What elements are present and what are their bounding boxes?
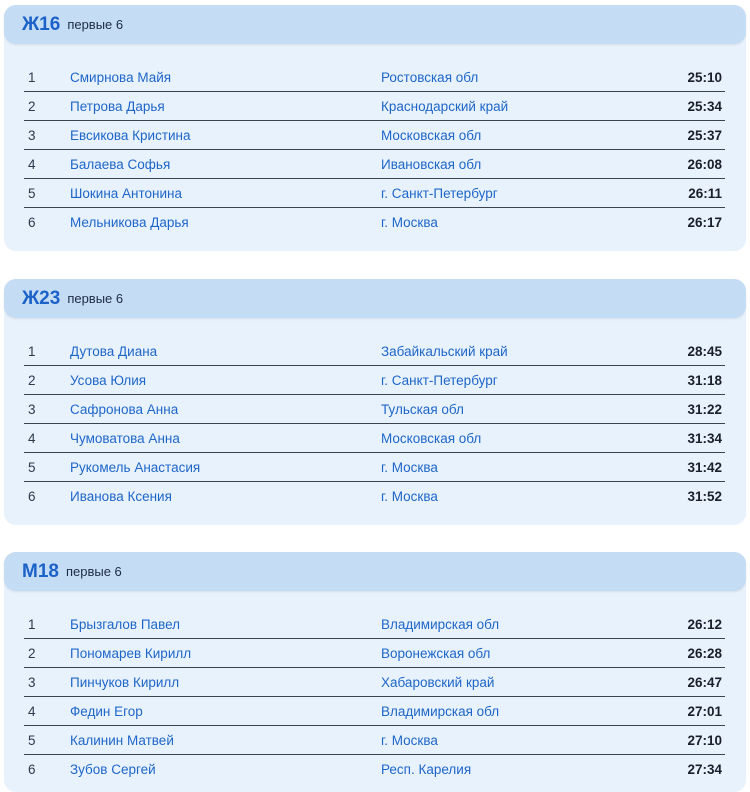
- region-link[interactable]: Хабаровский край: [381, 668, 642, 697]
- region-link[interactable]: Краснодарский край: [381, 92, 647, 121]
- place-cell: 4: [24, 424, 70, 453]
- time-cell: 26:11: [647, 179, 725, 208]
- athlete-name-link[interactable]: Сафронова Анна: [70, 395, 381, 424]
- region-link[interactable]: Ивановская обл: [381, 150, 647, 179]
- table-row: [24, 63, 725, 92]
- place-cell: 6: [24, 208, 70, 237]
- place-cell: 5: [24, 179, 70, 208]
- results-group-m18: [4, 552, 746, 792]
- region-link[interactable]: Респ. Карелия: [381, 755, 642, 784]
- table-row: [24, 92, 725, 121]
- group-subtitle: первые 6: [67, 17, 124, 32]
- region-link[interactable]: г. Санкт-Петербург: [381, 179, 647, 208]
- place-cell: 1: [28, 616, 36, 632]
- group-code: Ж23: [22, 287, 61, 309]
- time-cell: 31:18: [646, 366, 725, 395]
- region-link[interactable]: г. Москва: [381, 482, 646, 511]
- athlete-name-link[interactable]: Пинчуков Кирилл: [70, 668, 381, 697]
- place-cell: 2: [24, 366, 70, 395]
- results-table: [24, 337, 725, 510]
- table-row: [24, 179, 725, 208]
- time-cell: 28:45: [687, 343, 722, 359]
- athlete-name-link[interactable]: Евсикова Кристина: [70, 121, 381, 150]
- results-group-zh23: [4, 279, 746, 525]
- time-cell: 26:12: [687, 616, 722, 632]
- group-header: [4, 552, 746, 591]
- table-row: [24, 453, 725, 482]
- athlete-name-link[interactable]: Петрова Дарья: [70, 92, 381, 121]
- athlete-name-link[interactable]: Пономарев Кирилл: [70, 639, 381, 668]
- athlete-name-link[interactable]: Брызгалов Павел: [70, 616, 181, 632]
- group-code: М18: [22, 560, 59, 582]
- place-cell: 4: [24, 150, 70, 179]
- region-link[interactable]: Владимирская обл: [381, 697, 642, 726]
- table-row: [24, 424, 725, 453]
- table-row: [24, 639, 725, 668]
- athlete-name-link[interactable]: Смирнова Майя: [70, 69, 172, 85]
- time-cell: 26:08: [647, 150, 725, 179]
- group-subtitle: первые 6: [65, 564, 122, 579]
- place-cell: 5: [24, 453, 70, 482]
- place-cell: 5: [24, 726, 70, 755]
- athlete-name-link[interactable]: Калинин Матвей: [70, 726, 381, 755]
- table-row: [24, 395, 725, 424]
- table-row: [24, 697, 725, 726]
- place-cell: 3: [24, 121, 70, 150]
- time-cell: 31:42: [646, 453, 725, 482]
- athlete-name-link[interactable]: Иванова Ксения: [70, 482, 381, 511]
- table-row: [24, 366, 725, 395]
- table-row: [24, 610, 725, 639]
- region-link[interactable]: г. Санкт-Петербург: [381, 366, 646, 395]
- place-cell: 1: [28, 343, 36, 359]
- region-link[interactable]: г. Москва: [381, 453, 646, 482]
- region-link[interactable]: Владимирская обл: [381, 616, 500, 632]
- results-table: [24, 610, 725, 783]
- place-cell: 1: [28, 69, 36, 85]
- table-row: [24, 668, 725, 697]
- table-row: [24, 337, 725, 366]
- athlete-name-link[interactable]: Чумоватова Анна: [70, 424, 381, 453]
- time-cell: 27:10: [642, 726, 725, 755]
- region-link[interactable]: Воронежская обл: [381, 639, 642, 668]
- table-row: [24, 726, 725, 755]
- time-cell: 26:47: [642, 668, 725, 697]
- place-cell: 2: [24, 639, 70, 668]
- athlete-name-link[interactable]: Зубов Сергей: [70, 755, 381, 784]
- place-cell: 6: [24, 755, 70, 784]
- region-link[interactable]: Ростовская обл: [381, 69, 479, 85]
- athlete-name-link[interactable]: Мельникова Дарья: [70, 208, 381, 237]
- time-cell: 31:52: [646, 482, 725, 511]
- region-link[interactable]: Тульская обл: [381, 395, 646, 424]
- time-cell: 25:37: [647, 121, 725, 150]
- time-cell: 26:17: [647, 208, 725, 237]
- time-cell: 31:22: [646, 395, 725, 424]
- place-cell: 6: [24, 482, 70, 511]
- athlete-name-link[interactable]: Дутова Диана: [70, 343, 158, 359]
- region-link[interactable]: г. Москва: [381, 726, 642, 755]
- athlete-name-link[interactable]: Усова Юлия: [70, 366, 381, 395]
- time-cell: 25:34: [647, 92, 725, 121]
- group-header: [4, 279, 746, 318]
- time-cell: 25:10: [687, 69, 722, 85]
- place-cell: 3: [24, 395, 70, 424]
- table-row: [24, 482, 725, 511]
- place-cell: 2: [24, 92, 70, 121]
- table-row: [24, 150, 725, 179]
- time-cell: 26:28: [642, 639, 725, 668]
- place-cell: 3: [24, 668, 70, 697]
- athlete-name-link[interactable]: Федин Егор: [70, 697, 381, 726]
- region-link[interactable]: г. Москва: [381, 208, 647, 237]
- group-subtitle: первые 6: [67, 291, 124, 306]
- results-group-zh16: [4, 5, 746, 251]
- region-link[interactable]: Московская обл: [381, 424, 646, 453]
- time-cell: 27:34: [642, 755, 725, 784]
- athlete-name-link[interactable]: Рукомель Анастасия: [70, 453, 381, 482]
- region-link[interactable]: Забайкальский край: [381, 343, 508, 359]
- table-row: [24, 755, 725, 784]
- athlete-name-link[interactable]: Шокина Антонина: [70, 179, 381, 208]
- time-cell: 31:34: [646, 424, 725, 453]
- athlete-name-link[interactable]: Балаева Софья: [70, 150, 381, 179]
- group-code: Ж16: [22, 13, 61, 35]
- group-header: [4, 5, 746, 44]
- time-cell: 27:01: [642, 697, 725, 726]
- place-cell: 4: [24, 697, 70, 726]
- table-row: [24, 208, 725, 237]
- table-row: [24, 121, 725, 150]
- region-link[interactable]: Московская обл: [381, 121, 647, 150]
- results-table: [24, 63, 725, 236]
